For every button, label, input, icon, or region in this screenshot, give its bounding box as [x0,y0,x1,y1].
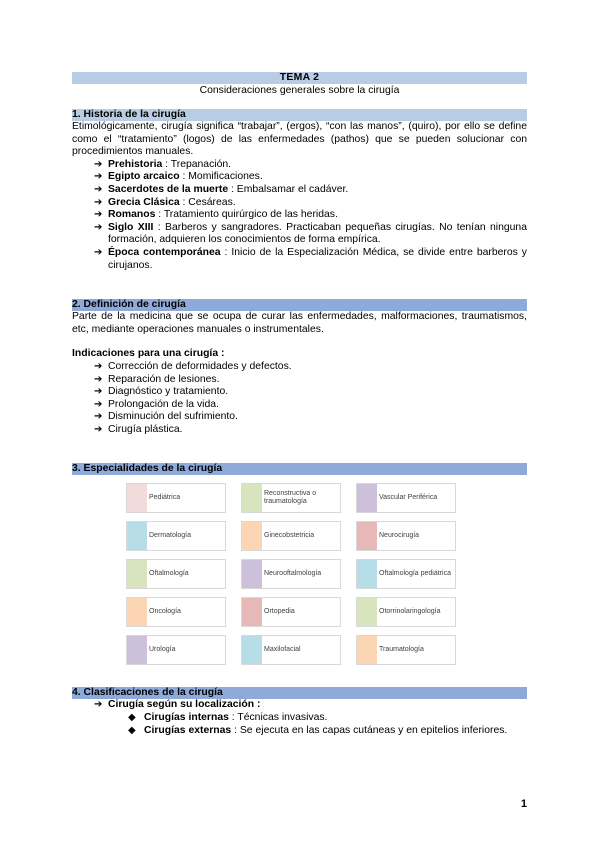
specialty-label: Ortopedia [264,608,295,616]
localization-list [72,712,527,737]
section-1-intro: Etimológicamente, cirugía significa “trabajar”, (ergos), “con las manos”, (quiro), por ello se define como el “tratamiento” (logos) de las enfermedades (pathos) que se pueden solucionar con procedimientos manuales. [72,121,527,158]
specialty-box [126,521,226,551]
specialty-color-swatch [357,560,377,588]
specialty-label: Traumatología [379,646,424,654]
specialty-label: Dermatología [149,532,192,540]
specialty-box [126,559,226,589]
specialty-box [241,483,341,513]
specialty-label: Reconstructiva o traumatología [264,490,317,506]
specialties-diagram [126,483,456,671]
specialty-box [356,635,456,665]
specialty-label: Otorrinolaringología [379,608,441,616]
history-list [72,159,527,272]
specialty-label: Neurocirugía [379,532,420,540]
list-item: ➔ Siglo XIII : Barberos y sangradores. Practicaban pequeñas cirugías. No tenían ninguna formación, adquieren los conocimientos de forma empírica. [94,222,527,247]
specialty-label: Pediátrica [149,494,181,502]
page-number: 1 [520,798,527,810]
document-title: TEMA 2 [72,72,527,84]
specialty-box [126,635,226,665]
specialty-label: Maxilofacial [264,646,301,654]
specialty-color-swatch [242,484,262,512]
classification-list [72,699,527,712]
section-2-heading: 2. Definición de cirugía [72,299,527,311]
specialty-color-swatch [242,522,262,550]
specialty-label: Neurooftalmología [264,570,322,578]
list-item: ➔ Egipto arcaico : Momificaciones. [94,171,527,184]
list-item: ➔ Prehistoria : Trepanación. [94,159,527,172]
document-subtitle: Consideraciones generales sobre la cirugía [199,85,400,96]
specialty-box [126,483,226,513]
list-item: ➔ Disminución del sufrimiento. [94,411,527,424]
list-item: ➔ Reparación de lesiones. [94,374,527,387]
specialty-color-swatch [357,522,377,550]
list-item: ➔ Corrección de deformidades y defectos. [94,361,527,374]
list-item: ➔ Época contemporánea : Inicio de la Especialización Médica, se divide entre barberos y cirujanos. [94,247,527,272]
list-item: ➔ Sacerdotes de la muerte : Embalsamar el cadáver. [94,184,527,197]
specialty-label: Oftalmología pediátrica [379,570,451,578]
list-item: ◆ Cirugías internas : Técnicas invasivas. [128,712,527,725]
specialty-box [356,521,456,551]
specialty-color-swatch [242,560,262,588]
document-page [72,72,527,737]
specialty-box [241,521,341,551]
specialty-color-swatch [357,636,377,664]
list-item: ➔ Cirugía plástica. [94,424,527,437]
specialty-label: Oncología [149,608,181,616]
specialty-color-swatch [127,598,147,626]
specialty-label: Vascular Periférica [379,494,438,502]
indications-list [72,361,527,437]
list-item: ➔ Cirugía según su localización : [94,699,527,712]
specialty-color-swatch [127,636,147,664]
specialty-color-swatch [127,560,147,588]
list-item: ➔ Romanos : Tratamiento quirúrgico de las heridas. [94,209,527,222]
list-item: ◆ Cirugías externas : Se ejecuta en las capas cutáneas y en epitelios inferiores. [128,725,527,738]
list-item: ➔ Diagnóstico y tratamiento. [94,386,527,399]
specialty-box [241,559,341,589]
indications-title: Indicaciones para una cirugía : [72,348,225,360]
specialty-label: Urología [149,646,176,654]
specialty-box [241,597,341,627]
specialty-label: Ginecobstetricia [264,532,315,540]
specialty-box [356,559,456,589]
specialty-box [356,483,456,513]
specialty-color-swatch [242,598,262,626]
section-1-heading: 1. Historia de la cirugía [72,109,527,121]
specialty-box [356,597,456,627]
list-item: ➔ Grecia Clásica : Cesáreas. [94,197,527,210]
section-2-intro: Parte de la medicina que se ocupa de curar las enfermedades, malformaciones, traumatismos, etc, mediante operaciones manuales o instrumentales. [72,311,527,335]
specialty-color-swatch [357,598,377,626]
specialty-label: Oftalmología [149,570,189,578]
section-4-heading: 4. Clasificaciones de la cirugía [72,687,527,699]
specialty-color-swatch [242,636,262,664]
specialty-color-swatch [127,522,147,550]
list-item: ➔ Prolongación de la vida. [94,399,527,412]
specialty-color-swatch [127,484,147,512]
section-3-heading: 3. Especialidades de la cirugía [72,463,527,475]
specialty-box [241,635,341,665]
specialty-color-swatch [357,484,377,512]
specialty-box [126,597,226,627]
